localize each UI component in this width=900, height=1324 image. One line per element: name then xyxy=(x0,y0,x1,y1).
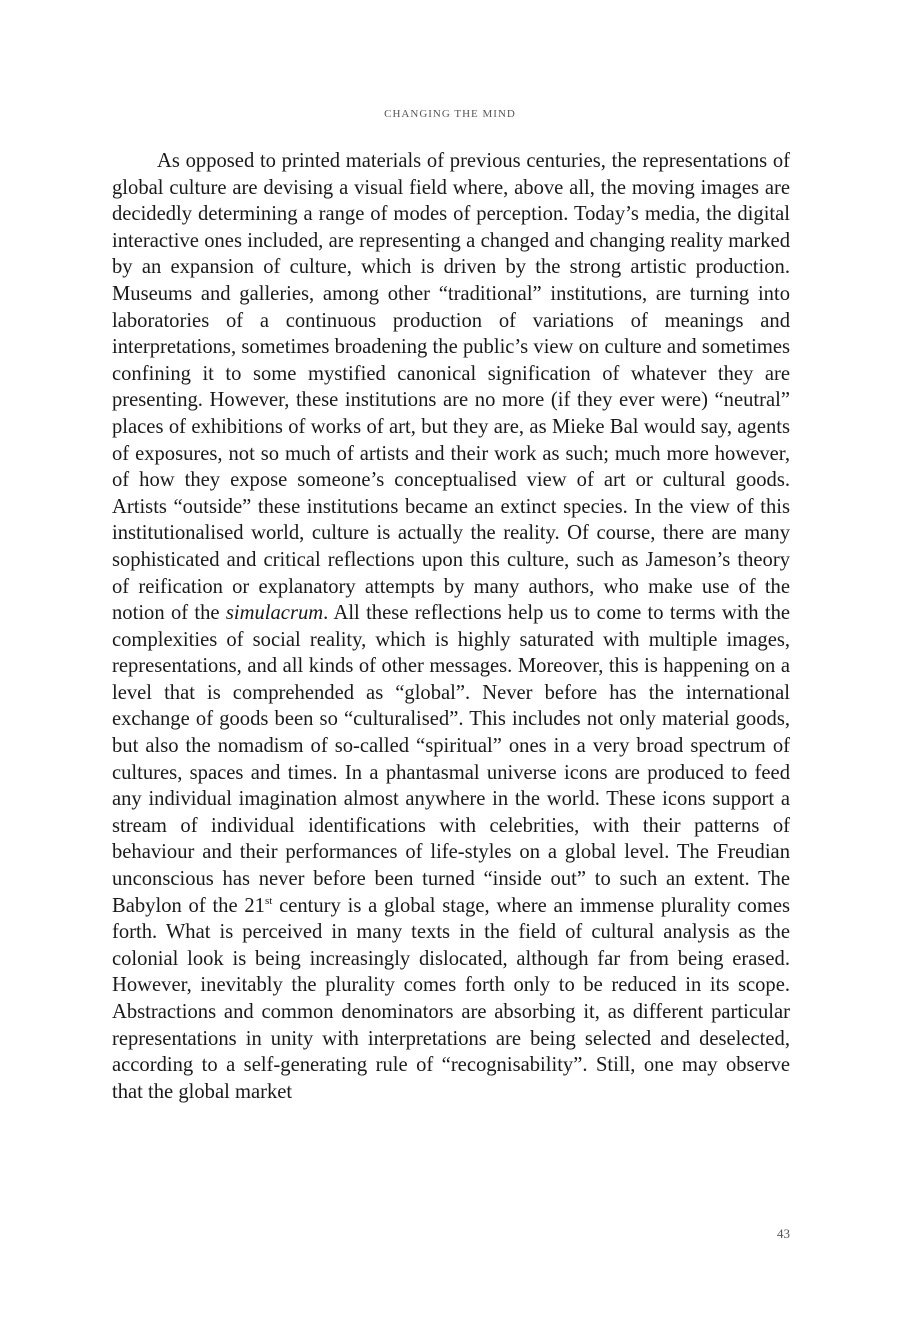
page-number: 43 xyxy=(777,1226,790,1241)
paragraph-text-part-3: century is a global stage, where an immense plurality comes forth. What is perceived in many texts in the field of cultural analysis as the colonial look is being increasingly dislocated, although far from being erased. However, inevitably the plurality comes forth only to be reduced in its scope. Abstractions and common denominators are absorbing it, as different particular representations in unity with interpretations are being selected and deselected, according to a self-generating rule of “recognisability”. Still, one may observe that the global market xyxy=(112,894,791,1103)
paragraph-text-part-2: . All these reflections help us to come to terms with the complexities of social reality, which is highly saturated with multiple images, representations, and all kinds of other messages. Moreover, this is happening on a level that is comprehended as “global”. Never before has the international exchange of goods been so “culturalised”. This includes not only material goods, but also the nomadism of so-called “spiritual” ones in a very broad spectrum of cultures, spaces and times. In a phantasmal universe icons are produced to feed any individual imagination almost anywhere in the world. These icons support a stream of individual identifications with celebrities, with their patterns of behaviour and their performances of life-styles on a global level. The Freudian unconscious has never before been turned “inside out” to such an extent. The Babylon of the 21 xyxy=(112,602,791,917)
running-head: CHANGING THE MIND xyxy=(384,108,516,120)
body-paragraph xyxy=(112,148,790,1105)
italic-term-simulacrum: simulacrum xyxy=(225,602,324,625)
paragraph-text-part-1: As opposed to printed materials of previous centuries, the representations of global culture are devising a visual field where, above all, the moving images are decidedly determining a range of modes of perception. Today’s media, the digital interactive ones included, are representing a changed and changing reality marked by an expansion of culture, which is driven by the strong artistic production. Museums and galleries, among other “traditional” institutions, are turning into laboratories of a continuous production of variations of meanings and interpretations, sometimes broadening the public’s view on culture and sometimes confining it to some mystified canonical signification of whatever they are presenting. However, these institutions are no more (if they ever were) “neutral” places of exhibitions of works of art, but they are, as Mieke Bal would say, agents of exposures, not so much of artists and their work as such; much more however, of how they expose someone’s conceptualised view of art or cultural goods. Artists “outside” these institutions became an extinct species. In the view of this institutionalised world, culture is actually the reality. Of course, there are many sophisticated and critical reflections upon this culture, such as Jameson’s theory of reification or explanatory attempts by many authors, who make use of the notion of the xyxy=(112,150,790,625)
ordinal-superscript: st xyxy=(264,894,273,907)
